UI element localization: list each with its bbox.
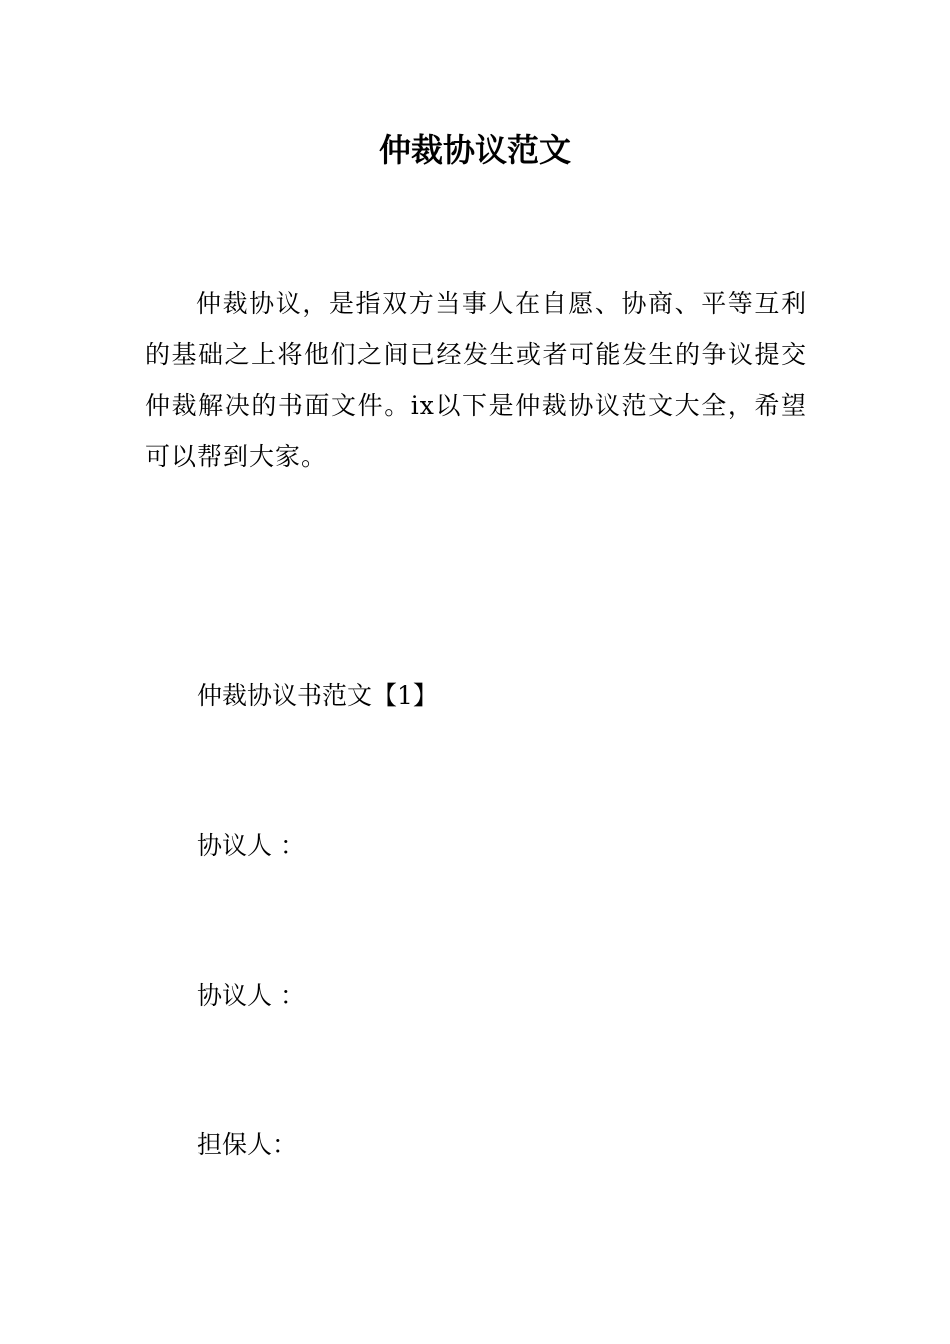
intro-paragraph: 仲裁协议，是指双方当事人在自愿、协商、平等互利的基础之上将他们之间已经发生或者可能发生的争议提交仲裁解决的书面文件。ix以下是仲裁协议范文大全，希望可以帮到大家。 — [145, 289, 807, 471]
party-b-label: 协议人 ： — [197, 981, 305, 1010]
section-heading: 仲裁协议书范文【1】 — [197, 681, 438, 710]
guarantor-label: 担保人： — [197, 1130, 298, 1159]
document-title: 仲裁协议范文 — [378, 131, 571, 169]
party-a-label: 协议人 ： — [197, 831, 305, 860]
